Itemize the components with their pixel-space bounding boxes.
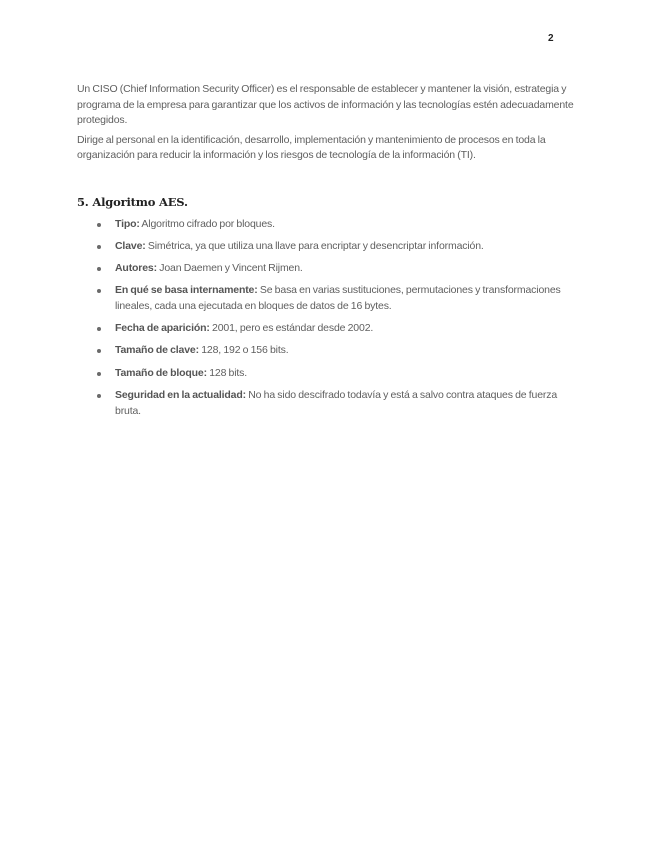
item-label: Tamaño de clave: — [115, 344, 199, 357]
list-item — [115, 321, 582, 337]
item-label: Tipo: — [115, 217, 140, 230]
bullet-icon — [97, 267, 101, 271]
item-text: Joan Daemen y Vincent Rijmen. — [156, 262, 303, 275]
item-text: No ha sido descifrado todavía y está a salvo contra ataques de fuerza bruta. — [115, 389, 558, 417]
list-item — [115, 343, 582, 359]
item-text: 2001, pero es estándar desde 2002. — [209, 322, 374, 335]
section-heading: 5. Algoritmo AES. — [77, 194, 188, 209]
document-body — [77, 82, 582, 426]
list-item — [115, 388, 582, 419]
bullet-icon — [97, 289, 101, 293]
item-text: Simétrica, ya que utiliza una llave para encriptar y desencriptar información. — [145, 239, 484, 252]
bullet-icon — [97, 394, 101, 398]
bullet-icon — [97, 327, 101, 331]
item-text: 128 bits. — [206, 366, 248, 379]
aes-bullet-list — [77, 217, 582, 420]
item-label: Tamaño de bloque: — [115, 366, 207, 379]
bullet-icon — [97, 349, 101, 353]
item-text: Se basa en varias sustituciones, permutaciones y transformaciones lineales, cada una ejecutada en bloques de datos de 16 bytes. — [115, 284, 561, 312]
bullet-icon — [97, 223, 101, 227]
list-item — [115, 283, 582, 314]
item-label: Clave: — [115, 239, 146, 252]
item-text: 128, 192 o 156 bits. — [198, 344, 289, 357]
bullet-icon — [97, 372, 101, 376]
item-label: Autores: — [115, 262, 157, 275]
list-item — [115, 261, 582, 277]
item-label: En qué se basa internamente: — [115, 284, 258, 297]
bullet-icon — [97, 245, 101, 249]
paragraph-ciso-definition: Un CISO (Chief Information Security Officer) es el responsable de establecer y mantener la visión, estrategia y programa de la empresa para garantizar que los activos de información y las tecnologías estén adecuadamente protegidos. — [77, 83, 574, 126]
list-item — [115, 239, 582, 255]
item-text: Algoritmo cifrado por bloques. — [139, 217, 275, 230]
page-number: 2 — [548, 33, 554, 44]
list-item — [115, 366, 582, 382]
item-label: Fecha de aparición: — [115, 322, 210, 335]
paragraph-ciso-role: Dirige al personal en la identificación, desarrollo, implementación y mantenimiento de procesos en toda la organización para reducir la información y los riesgos de tecnología de la información (TI). — [77, 133, 546, 161]
item-label: Seguridad en la actualidad: — [115, 389, 246, 402]
list-item — [115, 217, 582, 233]
